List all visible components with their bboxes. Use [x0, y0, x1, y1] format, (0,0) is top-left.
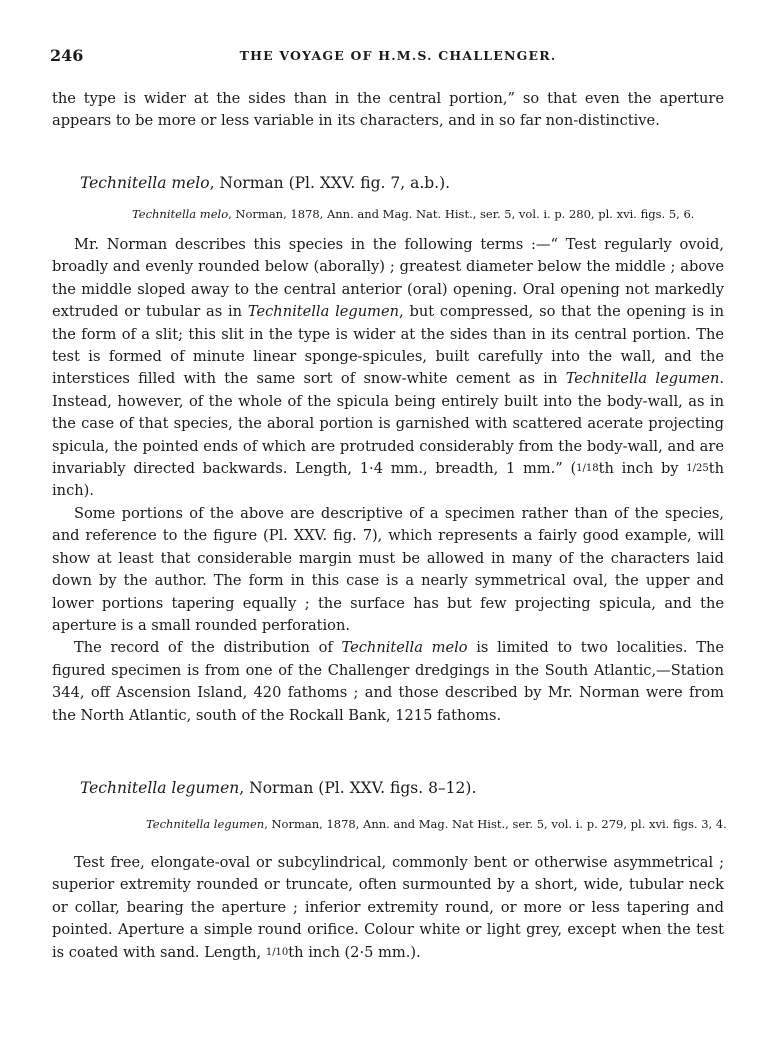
paragraph: Test free, elongate-oval or subcylindrical, commonly bent or otherwise asymmetrical ; superior extremity rounded or truncate, often surmounted by a short, wide, tubular neck or collar, bearing the aperture ; inferior extremity round, or more or less tapering and pointed. Aperture a simple round orifice. Colour white or light grey, except when the test is coated with sand. Length, 1/10th inch (2·5 mm.). [52, 854, 724, 961]
species-heading-melo [80, 172, 720, 194]
species-reference-melo [132, 206, 732, 223]
fraction: 1/25 [686, 463, 709, 475]
species-name: Technitella legumen [80, 779, 240, 797]
reference-citation: , Norman, 1878, Ann. and Mag. Nat Hist., ser. 5, vol. i. p. 279, pl. xvi. figs. 3, 4. [264, 817, 727, 831]
page-number: 246 [50, 46, 84, 65]
reference-name: Technitella legumen [146, 817, 265, 831]
intro-paragraph: the type is wider at the sides than in the central portion,” so that even the aperture appears to be more or less variable in its characters, and in so far non-distinctive. [52, 90, 724, 130]
species-name: Technitella melo [80, 174, 210, 192]
species-heading-rest: , Norman (Pl. XXV. figs. 8–12). [239, 779, 477, 797]
page-header [50, 46, 746, 68]
reference-name: Technitella melo [132, 207, 229, 221]
paragraph: Mr. Norman describes this species in the following terms :—“ Test regularly ovoid, broadly and evenly rounded below (aborally) ; greatest diameter below the middle ; above the middle sloped away to the central anterior (oral) opening. Oral opening not markedly extruded or tubular as in Technitella legumen, but compressed, so that the opening is in the form of a slit; this slit in the type is wider at the sides than in its central portion. The test is formed of minute linear sponge-spicules, built carefully into the wall, and the interstices filled with the same sort of snow-white cement as in Technitella legumen. Instead, however, of the whole of the spicula being entirely built into the body-wall, as in the case of that species, the aboral portion is garnished with scattered acerate projecting spicula, the pointed ends of which are protruded considerably from the body-wall, and are invariably directed backwards. Length, 1·4 mm., breadth, 1 mm.” (1/18th inch by 1/25th inch). [52, 236, 724, 500]
species-description-melo [52, 234, 724, 727]
species-description-legumen [52, 852, 724, 964]
fraction: 1/18 [576, 463, 599, 475]
species-heading-rest: , Norman (Pl. XXV. fig. 7, a.b.). [209, 174, 451, 192]
running-title: THE VOYAGE OF H.M.S. CHALLENGER. [239, 48, 557, 63]
species-reference-legumen [146, 816, 728, 833]
species-heading-legumen [80, 777, 720, 799]
paragraph: Some portions of the above are descriptive of a specimen rather than of the species, and reference to the figure (Pl. XXV. fig. 7), which represents a fairly good example, will show at least that considerable margin must be allowed in many of the characters laid down by the author. The form in this case is a nearly symmetrical oval, the upper and lower portions tapering equally ; the surface has but few projecting spicula, and the aperture is a small rounded perforation. [52, 504, 724, 634]
fraction: 1/10 [265, 946, 289, 958]
reference-citation: , Norman, 1878, Ann. and Mag. Nat. Hist., ser. 5, vol. i. p. 280, pl. xvi. figs. 5, 6. [228, 207, 695, 221]
paragraph: The record of the distribution of Technitella melo is limited to two localities. The figured specimen is from one of the Challenger dredgings in the South Atlantic,—Station 344, off Ascension Island, 420 fathoms ; and those described by Mr. Norman were from the North Atlantic, south of the Rockall Bank, 1215 fathoms. [52, 639, 725, 724]
